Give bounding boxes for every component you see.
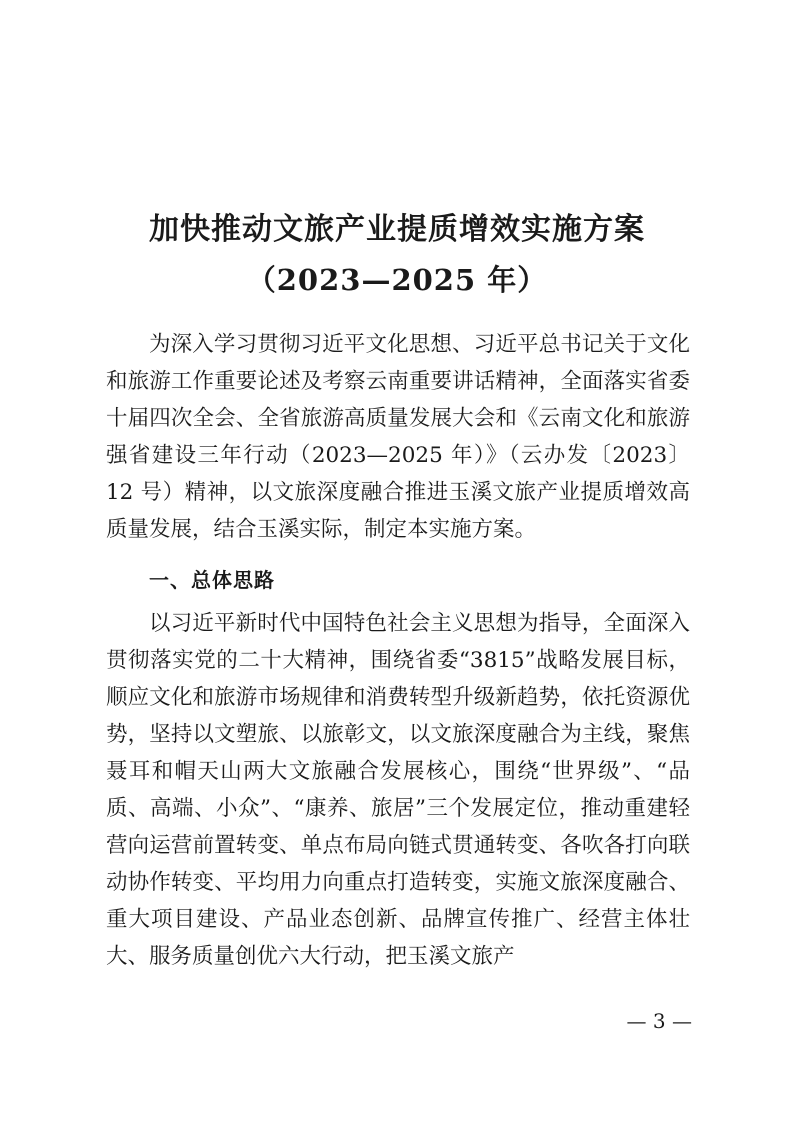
document-subtitle: （2023—2025 年） <box>246 263 548 297</box>
document-title: 加快推动文旅产业提质增效实施方案 <box>149 212 645 247</box>
page-number: — 3 — <box>626 1009 692 1033</box>
section-heading-overall-approach: 一、总体思路 <box>149 568 275 592</box>
intro-paragraph: 为深入学习贯彻习近平文化思想、习近平总书记关于文化和旅游工作重要论述及考察云南重要讲话精神，全面落实省委十届四次全会、全省旅游高质量发展大会和《云南文化和旅游强省建设三年行动（2023—2025 年）》（云办发〔2023〕12 号）精神，以文旅深度融合推进玉溪文旅产业提质增效高质量发展，结合玉溪实际，制定本实施方案。 <box>106 332 690 542</box>
overall-approach-paragraph: 以习近平新时代中国特色社会主义思想为指导，全面深入贯彻落实党的二十大精神，围绕省委“3815”战略发展目标，顺应文化和旅游市场规律和消费转型升级新趋势，依托资源优势，坚持以文塑旅、以旅彰文，以文旅深度融合为主线，聚焦聂耳和帽天山两大文旅融合发展核心，围绕“世界级”、“品质、高端、小众”、“康养、旅居”三个发展定位，推动重建轻营向运营前置转变、单点布局向链式贯通转变、各吹各打向联动协作转变、平均用力向重点打造转变，实施文旅深度融合、重大项目建设、产品业态创新、品牌宣传推广、经营主体壮大、服务质量创优六大行动，把玉溪文旅产 <box>106 611 690 969</box>
